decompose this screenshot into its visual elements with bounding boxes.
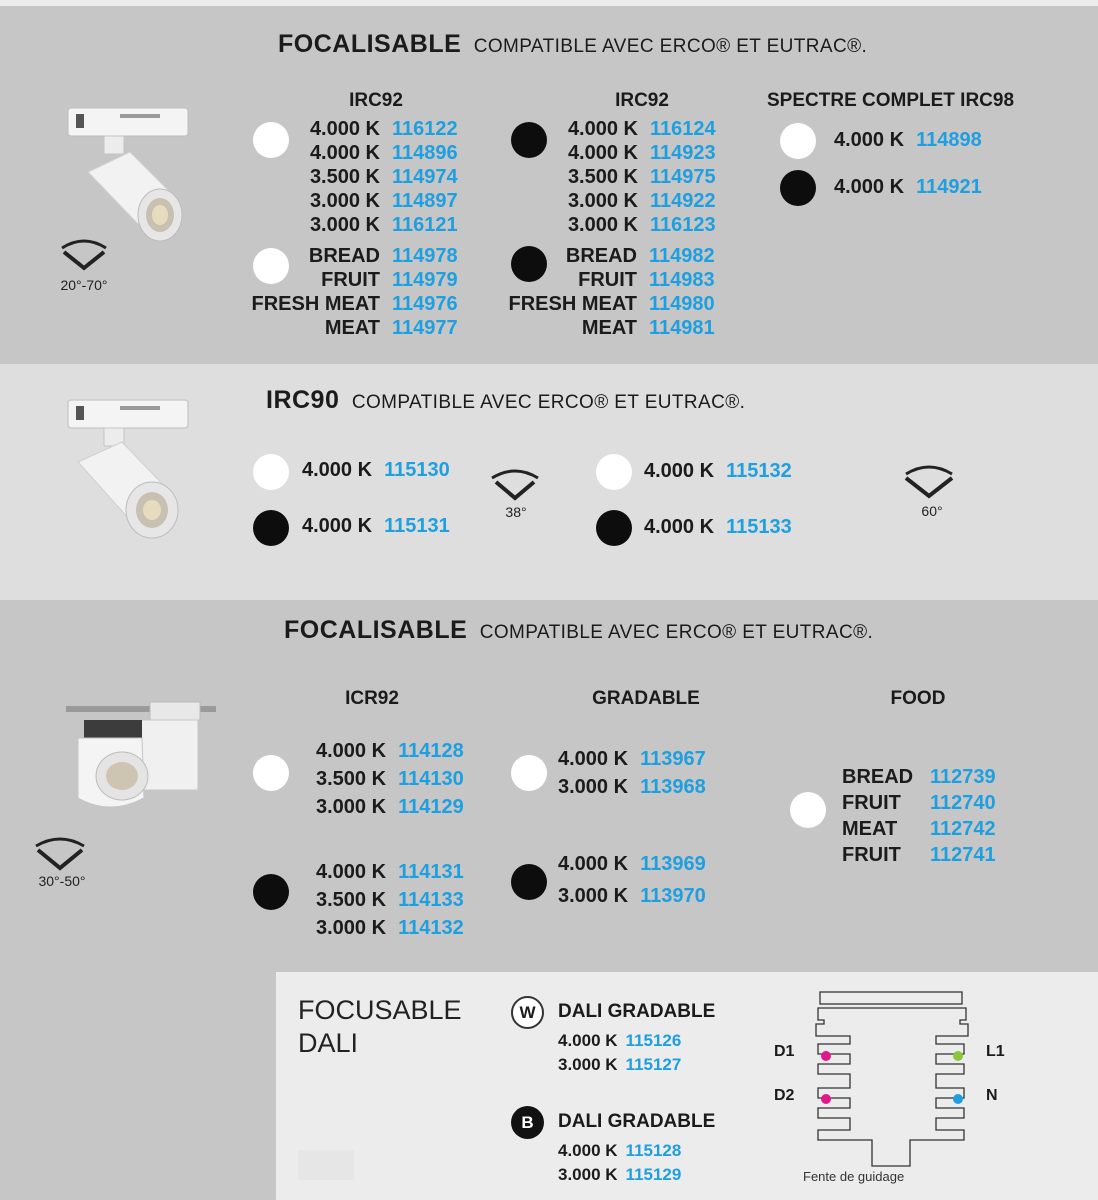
black-dali-heading: DALI GRADABLE bbox=[558, 1111, 716, 1132]
product-row: 4.000 K 114921 bbox=[834, 176, 982, 198]
section1-title-light: COMPATIBLE AVEC ERCO® ET EUTRAC®. bbox=[473, 36, 868, 57]
product-row: MEAT 114977 bbox=[324, 317, 458, 339]
beam-angle-icon-1 bbox=[58, 238, 110, 272]
section2-title-light: COMPATIBLE AVEC ERCO® ET EUTRAC®. bbox=[351, 392, 746, 413]
section1-col1-group1 bbox=[248, 117, 458, 237]
track-profile-diagram bbox=[810, 988, 980, 1168]
track-spotlight-image-1 bbox=[60, 100, 200, 260]
black-badge: B bbox=[511, 1106, 544, 1139]
white-badge: W bbox=[511, 996, 544, 1029]
product-row: MEAT 114981 bbox=[581, 317, 715, 339]
product-row: FRUIT 114979 bbox=[321, 269, 458, 291]
black-dali-rows bbox=[558, 1139, 681, 1187]
product-row: FRESH MEAT 114976 bbox=[251, 293, 458, 315]
section1-col3-heading: SPECTRE COMPLET IRC98 bbox=[767, 90, 1015, 111]
placeholder-box bbox=[298, 1150, 354, 1180]
section2-title bbox=[266, 386, 745, 415]
product-row: 4.000 K 115133 bbox=[644, 516, 792, 538]
product-row: 4.000 K 114131 bbox=[316, 861, 464, 883]
product-row: 3.500 K 114133 bbox=[316, 889, 464, 911]
product-row: 4.000 K 115132 bbox=[644, 460, 792, 482]
n-connector bbox=[953, 1094, 963, 1104]
section1-col2-group2 bbox=[503, 244, 715, 340]
product-row: 3.000 K 114132 bbox=[316, 917, 464, 939]
dali-title-line1: FOCUSABLE bbox=[298, 995, 462, 1025]
white-finish-dot bbox=[253, 755, 289, 791]
label-l1: L1 bbox=[986, 1043, 1005, 1060]
product-row: 3.000 K 116123 bbox=[567, 214, 716, 236]
section3-col3-rows bbox=[842, 764, 996, 868]
section3-col1-group1 bbox=[316, 737, 464, 821]
product-row: 4.000 K 114923 bbox=[567, 142, 716, 164]
white-finish-dot bbox=[790, 792, 826, 828]
section3-col2-group1 bbox=[558, 745, 706, 801]
product-row: 4.000 K 116122 bbox=[309, 118, 458, 140]
product-row: MEAT 112742 bbox=[842, 818, 996, 840]
section1-col2-group1 bbox=[506, 117, 716, 237]
section1-col1-group2 bbox=[246, 244, 458, 340]
beam-angle-label-60: 60° bbox=[921, 503, 943, 519]
black-finish-dot bbox=[596, 510, 632, 546]
product-row: 3.000 K 115127 bbox=[558, 1055, 682, 1074]
product-row: FRUIT 112740 bbox=[842, 792, 996, 814]
product-row: 4.000 K 114898 bbox=[834, 129, 982, 151]
white-finish-dot bbox=[596, 454, 632, 490]
white-dali-heading: DALI GRADABLE bbox=[558, 1001, 716, 1022]
product-row: 3.000 K 116121 bbox=[309, 214, 458, 236]
black-finish-dot bbox=[511, 864, 547, 900]
product-row: 4.000 K 115130 bbox=[302, 459, 450, 481]
section1-title-strong: FOCALISABLE bbox=[278, 30, 462, 58]
label-d1: D1 bbox=[774, 1043, 795, 1060]
beam-angle-label-38: 38° bbox=[505, 504, 527, 520]
white-dali-rows bbox=[558, 1029, 681, 1077]
beam-angle-label-1: 20°-70° bbox=[60, 277, 108, 293]
product-row: 3.500 K 114974 bbox=[309, 166, 458, 188]
product-row: 3.000 K 114897 bbox=[309, 190, 458, 212]
section3-col2-heading: GRADABLE bbox=[592, 688, 700, 709]
section3-title bbox=[284, 616, 873, 645]
black-finish-dot bbox=[780, 170, 816, 206]
beam-angle-icon-60 bbox=[902, 464, 956, 500]
section1-title bbox=[278, 30, 867, 59]
product-row: 3.000 K 115129 bbox=[558, 1165, 682, 1184]
diagram-caption: Fente de guidage bbox=[803, 1169, 905, 1184]
track-spotlight-image-3 bbox=[64, 698, 220, 822]
section3-col1-heading: ICR92 bbox=[345, 688, 399, 709]
product-row: 4.000 K 113969 bbox=[558, 853, 706, 875]
product-row: BREAD 114978 bbox=[308, 245, 458, 267]
black-finish-dot bbox=[253, 510, 289, 546]
section1-col1-heading: IRC92 bbox=[349, 90, 403, 111]
track-spotlight-image-2 bbox=[60, 392, 200, 552]
white-finish-dot bbox=[253, 454, 289, 490]
product-row: 4.000 K 114128 bbox=[316, 740, 464, 762]
beam-angle-icon-3 bbox=[32, 836, 88, 872]
dali-title bbox=[298, 994, 462, 1060]
d1-connector bbox=[821, 1051, 831, 1061]
product-row: 3.000 K 113970 bbox=[558, 885, 706, 907]
product-row: BREAD 112739 bbox=[842, 766, 996, 788]
product-row: 4.000 K 115128 bbox=[558, 1141, 682, 1160]
l1-connector bbox=[953, 1051, 963, 1061]
product-row: 3.500 K 114130 bbox=[316, 768, 464, 790]
product-row: FRUIT 112741 bbox=[842, 844, 996, 866]
beam-angle-label-3: 30°-50° bbox=[38, 873, 86, 889]
product-row: 4.000 K 113967 bbox=[558, 748, 706, 770]
product-row: 3.000 K 114129 bbox=[316, 796, 464, 818]
black-finish-dot bbox=[253, 874, 289, 910]
d2-connector bbox=[821, 1094, 831, 1104]
product-row: 3.500 K 114975 bbox=[567, 166, 716, 188]
label-d2: D2 bbox=[774, 1087, 795, 1104]
product-row: 4.000 K 115131 bbox=[302, 515, 450, 537]
product-row: 4.000 K 116124 bbox=[567, 118, 716, 140]
product-row: FRUIT 114983 bbox=[578, 269, 715, 291]
section3-col1-group2 bbox=[316, 858, 464, 942]
white-finish-dot bbox=[511, 755, 547, 791]
label-n: N bbox=[986, 1087, 998, 1104]
product-row: 3.000 K 113968 bbox=[558, 776, 706, 798]
product-row: 4.000 K 114896 bbox=[309, 142, 458, 164]
section2-title-strong: IRC90 bbox=[266, 386, 340, 414]
product-row: FRESH MEAT 114980 bbox=[508, 293, 715, 315]
section3-title-strong: FOCALISABLE bbox=[284, 616, 468, 644]
section3-col3-heading: FOOD bbox=[890, 688, 946, 709]
dali-title-line2: DALI bbox=[298, 1028, 359, 1058]
section3-title-light: COMPATIBLE AVEC ERCO® ET EUTRAC®. bbox=[479, 622, 874, 643]
product-row: BREAD 114982 bbox=[565, 245, 715, 267]
product-row: 3.000 K 114922 bbox=[567, 190, 716, 212]
product-row: 4.000 K 115126 bbox=[558, 1031, 682, 1050]
section1-col2-heading: IRC92 bbox=[615, 90, 669, 111]
white-finish-dot bbox=[780, 123, 816, 159]
section3-col2-group2 bbox=[558, 850, 706, 910]
beam-angle-icon-38 bbox=[488, 468, 542, 502]
